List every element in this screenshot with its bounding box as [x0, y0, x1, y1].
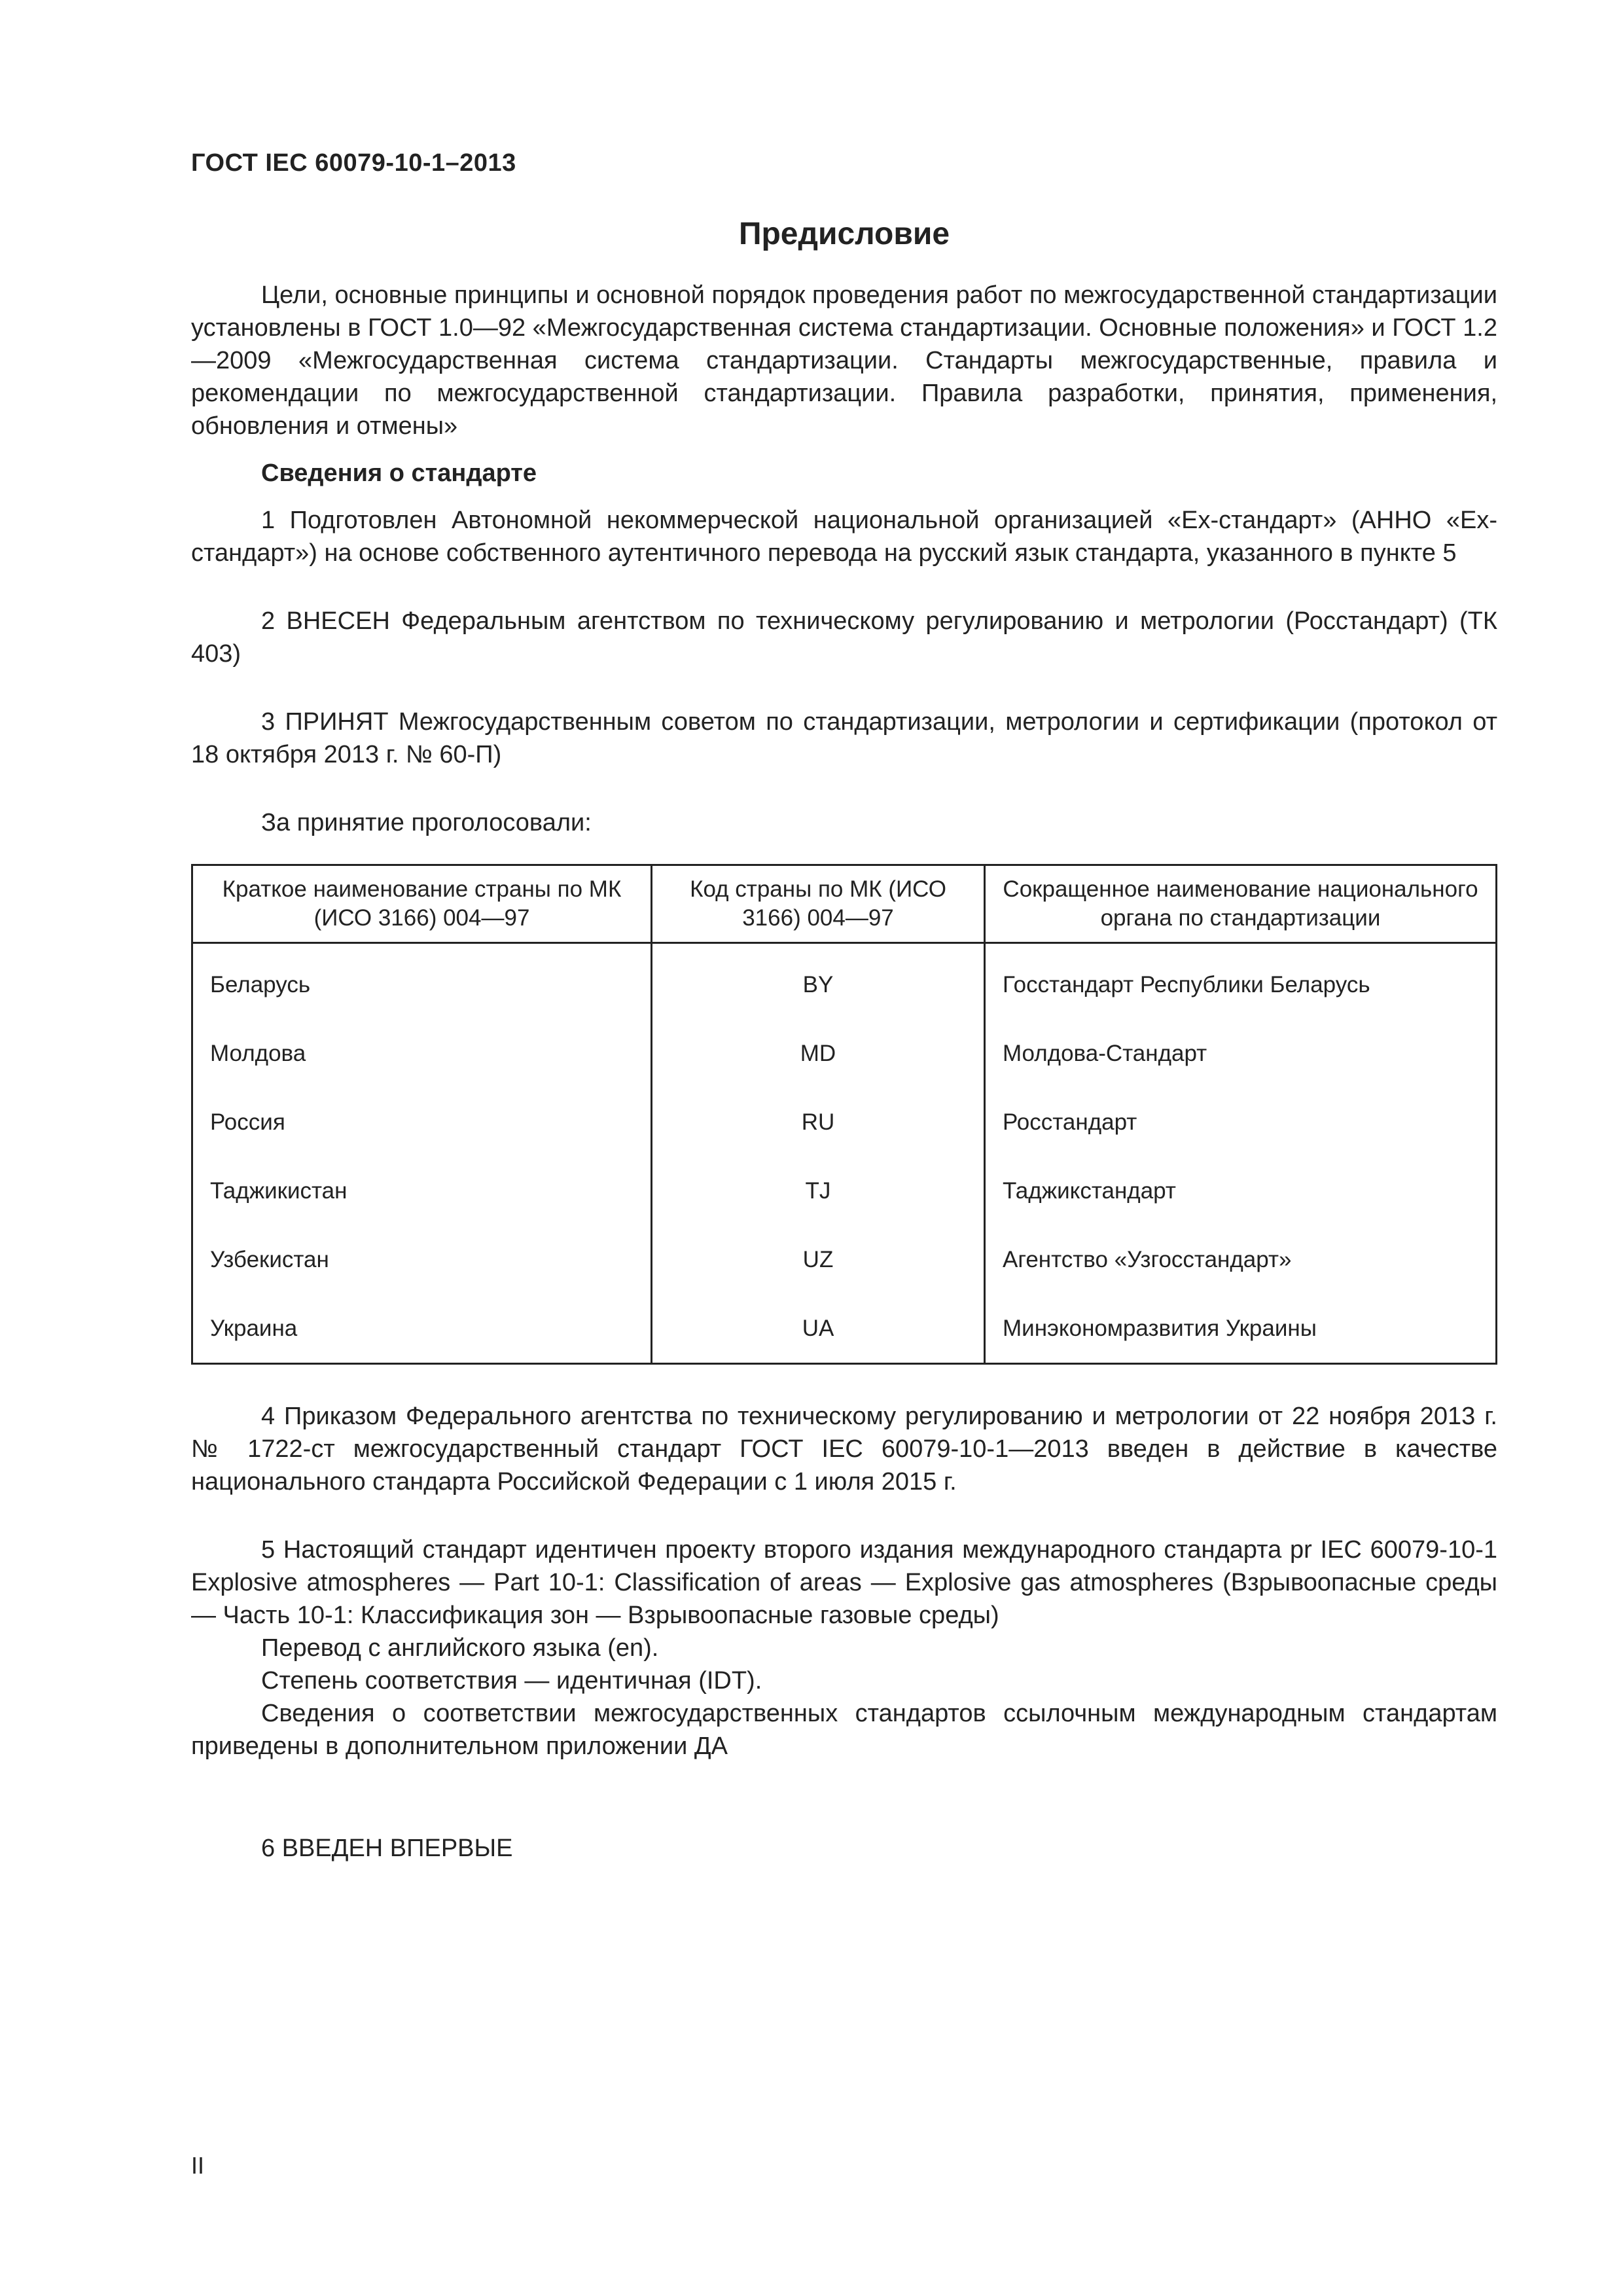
item-5-references: Сведения о соответствии межгосударственных стандартов ссылочным международным стандартам приведены в дополнительном приложении ДА	[191, 1700, 1497, 1760]
cell-body: Госстандарт Республики Беларусь	[985, 943, 1497, 1020]
intro-paragraph: Цели, основные принципы и основной порядок проведения работ по межгосударственной стандартизации установлены в ГОСТ 1.0—92 «Межгосударственная система стандартизации. Основные положения» и ГОСТ 1.2—2009 «Межгосударственная система стандартизации. Стандарты межгосударственные, правила и рекомендации по межгосударственной стандартизации. Правила разработки, принятия, применения, обновления и отмены»	[191, 281, 1497, 440]
item-5-translation: Перевод с английского языка (en).	[261, 1634, 659, 1662]
cell-country: Россия	[192, 1088, 652, 1157]
column-header-code: Код страны по МК (ИСО 3166) 004—97	[652, 865, 985, 943]
item-4-paragraph: 4 Приказом Федерального агентства по техническому регулированию и метрологии от 22 ноября 2013 г. № 1722-ст межгосударственный стандарт ГОСТ IEC 60079-10-1—2013 введен в действие в качестве национального стандарта Российской Федерации с 1 июля 2015 г.	[191, 1403, 1497, 1496]
cell-code: MD	[652, 1019, 985, 1088]
cell-body: Таджикстандарт	[985, 1157, 1497, 1225]
table-row	[192, 1294, 1497, 1364]
cell-code: RU	[652, 1088, 985, 1157]
foreword-content	[191, 215, 1497, 1865]
table-row	[192, 1088, 1497, 1157]
table-row	[192, 1157, 1497, 1225]
section-subheading: Сведения о стандарте	[261, 459, 537, 487]
document-code-header: ГОСТ IEC 60079-10-1–2013	[191, 149, 516, 177]
cell-code: UZ	[652, 1225, 985, 1294]
item-3-paragraph: 3 ПРИНЯТ Межгосударственным советом по стандартизации, метрологии и сертификации (протокол от 18 октября 2013 г. № 60-П)	[191, 708, 1497, 768]
cell-country: Беларусь	[192, 943, 652, 1020]
column-header-body: Сокращенное наименование национального органа по стандартизации	[985, 865, 1497, 943]
item-2-paragraph: 2 ВНЕСЕН Федеральным агентством по техническому регулированию и метрологии (Росстандарт) (ТК 403)	[191, 607, 1497, 668]
cell-body: Минэкономразвития Украины	[985, 1294, 1497, 1364]
voting-countries-table	[191, 864, 1497, 1365]
table-row	[192, 943, 1497, 1020]
cell-code: UA	[652, 1294, 985, 1364]
cell-body: Росстандарт	[985, 1088, 1497, 1157]
table-header-row	[192, 865, 1497, 943]
cell-body: Молдова-Стандарт	[985, 1019, 1497, 1088]
cell-body: Агентство «Узгосстандарт»	[985, 1225, 1497, 1294]
item-5-degree: Степень соответствия — идентичная (IDT).	[261, 1667, 762, 1695]
table-row	[192, 1225, 1497, 1294]
cell-country: Таджикистан	[192, 1157, 652, 1225]
cell-country: Молдова	[192, 1019, 652, 1088]
cell-code: TJ	[652, 1157, 985, 1225]
vote-intro: За принятие проголосовали:	[261, 809, 592, 836]
column-header-country: Краткое наименование страны по МК (ИСО 3166) 004—97	[192, 865, 652, 943]
cell-code: BY	[652, 943, 985, 1020]
page-title: Предисловие	[738, 217, 950, 251]
table-row	[192, 1019, 1497, 1088]
cell-country: Узбекистан	[192, 1225, 652, 1294]
item-5-paragraph: 5 Настоящий стандарт идентичен проекту второго издания международного стандарта pr IEC 60079-10-1 Explosive atmospheres — Part 10-1: Classification of areas — Explosive gas atmospheres (Взрывоопасные среды — Часть 10-1: Классификация зон — Взрывоопасные газовые среды)	[191, 1536, 1497, 1629]
item-6-paragraph: 6 ВВЕДЕН ВПЕРВЫЕ	[261, 1835, 513, 1862]
page-number: II	[191, 2152, 205, 2179]
cell-country: Украина	[192, 1294, 652, 1364]
item-1-paragraph: 1 Подготовлен Автономной некоммерческой национальной организацией «Ex-стандарт» (АННО «Ex-стандарт») на основе собственного аутентичного перевода на русский язык стандарта, указанного в пункте 5	[191, 507, 1497, 567]
